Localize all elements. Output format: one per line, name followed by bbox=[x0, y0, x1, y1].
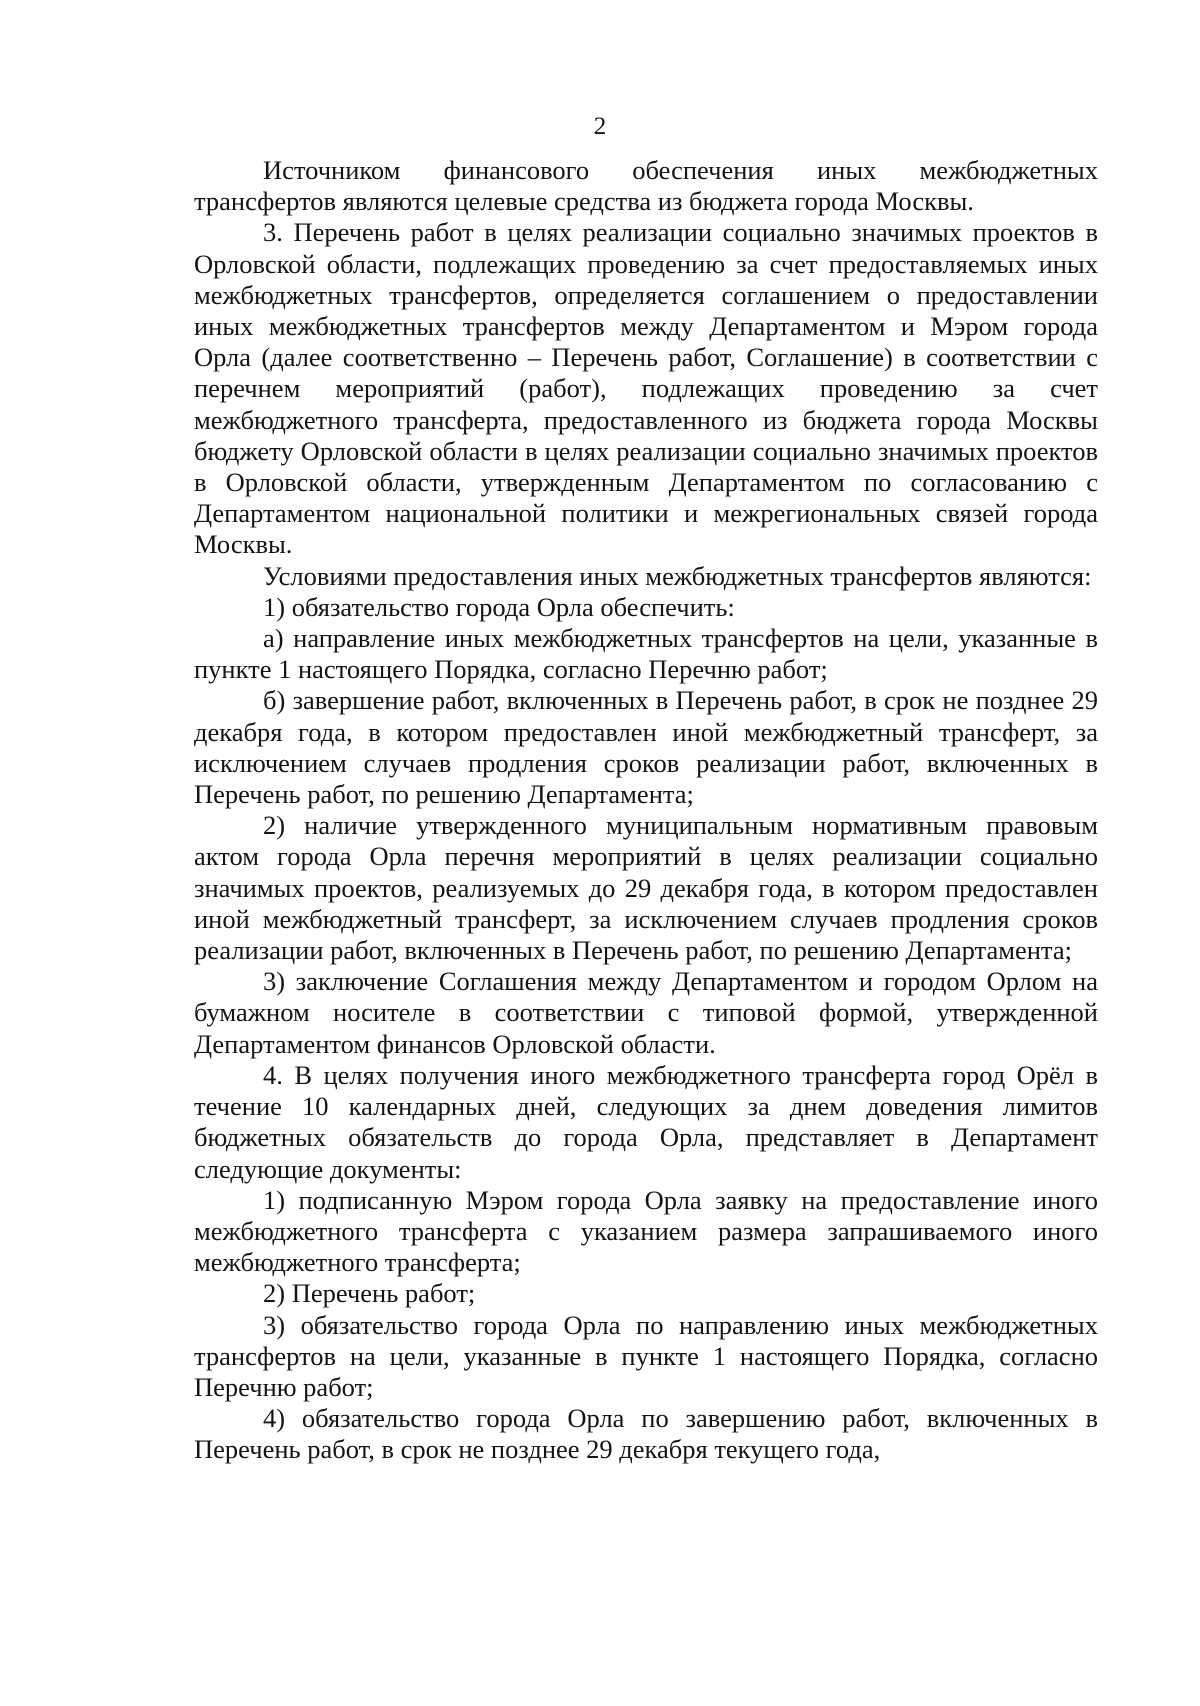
paragraph-item-4: 4. В целях получения иного межбюджетного трансферта город Орёл в течение 10 календарных дней, следующих за днем доведения лимитов бюджетных обязательств до города Орла, представляет в Департамент следующие документы: bbox=[194, 1059, 1098, 1184]
paragraph-item-3: 3. Перечень работ в целях реализации социально значимых проектов в Орловской области, подлежащих проведению за счет предоставляемых иных межбюджетных трансфертов, определяется соглашением о предоставлении иных межбюджетных трансфертов между Департаментом и Мэром города Орла (далее соответственно – Перечень работ, Соглашение) в соответствии с перечнем мероприятий (работ), подлежащих проведению за счет межбюджетного трансферта, предоставленного из бюджета города Москвы бюджету Орловской области в целях реализации социально значимых проектов в Орловской области, утвержденным Департаментом по согласованию с Департаментом национальной политики и межрегиональных связей города Москвы. bbox=[194, 217, 1098, 560]
document-body bbox=[194, 155, 1098, 1466]
paragraph-document-1: 1) подписанную Мэром города Орла заявку на предоставление иного межбюджетного трансферта с указанием размера запрашиваемого иного межбюджетного трансферта; bbox=[194, 1184, 1098, 1278]
paragraph-condition-3: 3) заключение Соглашения между Департаментом и городом Орлом на бумажном носителе в соответствии с типовой формой, утвержденной Департаментом финансов Орловской области. bbox=[194, 966, 1098, 1059]
paragraph-condition-1b: б) завершение работ, включенных в Перечень работ, в срок не позднее 29 декабря года, в котором предоставлен иной межбюджетный трансферт, за исключением случаев продления сроков реализации работ, включенных в Перечень работ, по решению Департамента; bbox=[194, 685, 1098, 810]
paragraph-document-4: 4) обязательство города Орла по завершению работ, включенных в Перечень работ, в срок не позднее 29 декабря текущего года, bbox=[194, 1403, 1098, 1465]
paragraph-conditions-intro: Условиями предоставления иных межбюджетных трансфертов являются: bbox=[263, 560, 1092, 591]
paragraph-document-2: 2) Перечень работ; bbox=[263, 1278, 476, 1309]
paragraph-condition-1a: а) направление иных межбюджетных трансфертов на цели, указанные в пункте 1 настоящего Порядка, согласно Перечню работ; bbox=[194, 623, 1098, 685]
page-number: 2 bbox=[593, 113, 607, 140]
paragraph-condition-2: 2) наличие утвержденного муниципальным нормативным правовым актом города Орла перечня мероприятий в целях реализации социально значимых проектов, реализуемых до 29 декабря года, в котором предоставлен иной межбюджетный трансферт, за исключением случаев продления сроков реализации работ, включенных в Перечень работ, по решению Департамента; bbox=[194, 810, 1098, 966]
paragraph-condition-1: 1) обязательство города Орла обеспечить: bbox=[263, 591, 735, 622]
paragraph-funding-source: Источником финансового обеспечения иных межбюджетных трансфертов являются целевые средства из бюджета города Москвы. bbox=[194, 155, 1098, 217]
paragraph-document-3: 3) обязательство города Орла по направлению иных межбюджетных трансфертов на цели, указанные в пункте 1 настоящего Порядка, согласно Перечню работ; bbox=[194, 1309, 1098, 1402]
